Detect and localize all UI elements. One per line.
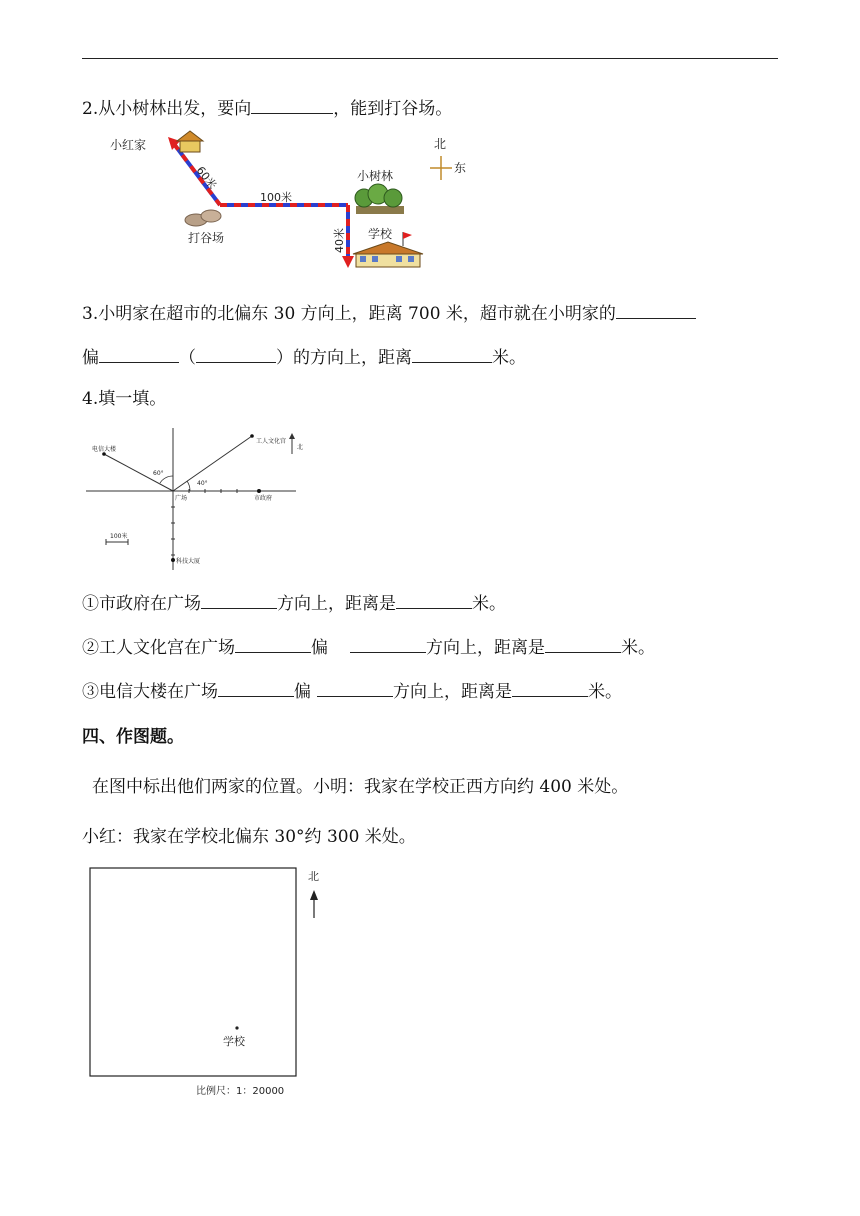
q2-label-daguchang: 打谷场 <box>188 231 225 245</box>
q2-text-a: 2.从小树林出发，要向 <box>82 99 252 119</box>
q2-dist-40: 40米 <box>333 228 346 253</box>
q4-diagram <box>86 424 316 574</box>
q2-label-east: 东 <box>454 161 467 175</box>
q4-label-shizhengfu: 市政府 <box>254 495 273 502</box>
q4-item-3 <box>82 678 622 703</box>
section4-text-2: 小红：我家在学校北偏东 30°约 300 米处。 <box>82 827 416 847</box>
q4-item3-text-c: 方向上，距离是 <box>393 682 512 702</box>
q3-text-c: （ <box>179 348 196 368</box>
top-rule <box>82 58 778 59</box>
q4-scale: 100米 <box>110 533 128 540</box>
q3-text-d: ）的方向上，距离 <box>276 348 412 368</box>
q2-arrow-down <box>342 256 354 268</box>
q4-item2-text-b: 偏 <box>311 638 328 658</box>
q4-angle-40: 40° <box>197 480 208 487</box>
q2-blank[interactable] <box>251 95 333 114</box>
section4-text-1: 在图中标出他们两家的位置。小明：我家在学校正西方向约 400 米处。 <box>92 777 629 797</box>
q3-blank-2[interactable] <box>99 344 179 363</box>
q4-item1-text-c: 米。 <box>472 594 506 614</box>
q4-item3-text-d: 米。 <box>588 682 622 702</box>
q3-blank-1[interactable] <box>616 300 696 319</box>
map-scale: 比例尺：1：20000 <box>196 1086 285 1097</box>
north-arrow-icon <box>310 890 318 918</box>
q2-dist-60: 60米 <box>193 163 220 192</box>
q2-label-xiaohongjia: 小红家 <box>110 138 147 152</box>
school-point <box>235 1026 238 1029</box>
q4-item1-text-b: 方向上，距离是 <box>277 594 396 614</box>
q4-label-keji: 科技大厦 <box>176 558 201 565</box>
q4-item2-text-a: ②工人文化宫在广场 <box>82 638 235 658</box>
section4-heading: 四、作图题。 <box>82 727 184 747</box>
q3-text-b: 偏 <box>82 348 99 368</box>
q2-text-b: ，能到打谷场。 <box>333 99 453 119</box>
q4-item-1 <box>82 590 506 615</box>
q4-item1-text-a: ①市政府在广场 <box>82 594 201 614</box>
q2-dist-100: 100米 <box>260 191 292 204</box>
q4-label-dianxin: 电信大楼 <box>92 446 117 453</box>
compass-icon <box>430 156 452 180</box>
q4-item2-blank-2[interactable] <box>350 634 426 653</box>
q4-title: 4.填一填。 <box>82 389 167 409</box>
q4-item3-text-a: ③电信大楼在广场 <box>82 682 218 702</box>
q4-item2-blank-1[interactable] <box>235 634 311 653</box>
q2-label-xuexiao: 学校 <box>368 227 393 241</box>
q3-text-e: 米。 <box>492 348 526 368</box>
q3-blank-4[interactable] <box>412 344 492 363</box>
house-icon <box>177 131 203 152</box>
map-label-school: 学校 <box>223 1035 245 1048</box>
q4-label-guangchang: 广场 <box>175 495 188 502</box>
q4-item-2 <box>82 634 655 659</box>
q2-map <box>110 128 490 278</box>
map-label-north: 北 <box>308 870 319 883</box>
trees-icon <box>355 184 404 214</box>
q4-label-gongren: 工人文化宫 <box>256 438 287 445</box>
q4-label-north: 北 <box>297 444 304 451</box>
q4-item1-blank-1[interactable] <box>201 590 277 609</box>
map-frame <box>90 868 296 1076</box>
q3-line-2 <box>82 344 526 369</box>
q4-item2-text-c: 方向上，距离是 <box>426 638 545 658</box>
q4-item2-blank-3[interactable] <box>545 634 621 653</box>
q4-angle-60: 60° <box>153 470 164 477</box>
section4-map <box>86 862 326 1102</box>
q4-item1-blank-2[interactable] <box>396 590 472 609</box>
q4-item2-text-d: 米。 <box>621 638 655 658</box>
q2-line <box>82 95 452 120</box>
q4-ray-gongren <box>173 436 252 491</box>
q4-item3-blank-1[interactable] <box>218 678 294 697</box>
q3-blank-3[interactable] <box>196 344 276 363</box>
q3-text-a: 3.小明家在超市的北偏东 30 方向上，距离 700 米，超市就在小明家的 <box>82 304 616 324</box>
q2-label-xiaoshulin: 小树林 <box>357 169 394 183</box>
q2-label-north: 北 <box>434 137 447 151</box>
q4-item3-blank-3[interactable] <box>512 678 588 697</box>
q4-item3-blank-2[interactable] <box>317 678 393 697</box>
q4-item3-text-b: 偏 <box>294 682 311 702</box>
rocks-icon <box>185 210 221 226</box>
q3-line-1 <box>82 300 696 325</box>
